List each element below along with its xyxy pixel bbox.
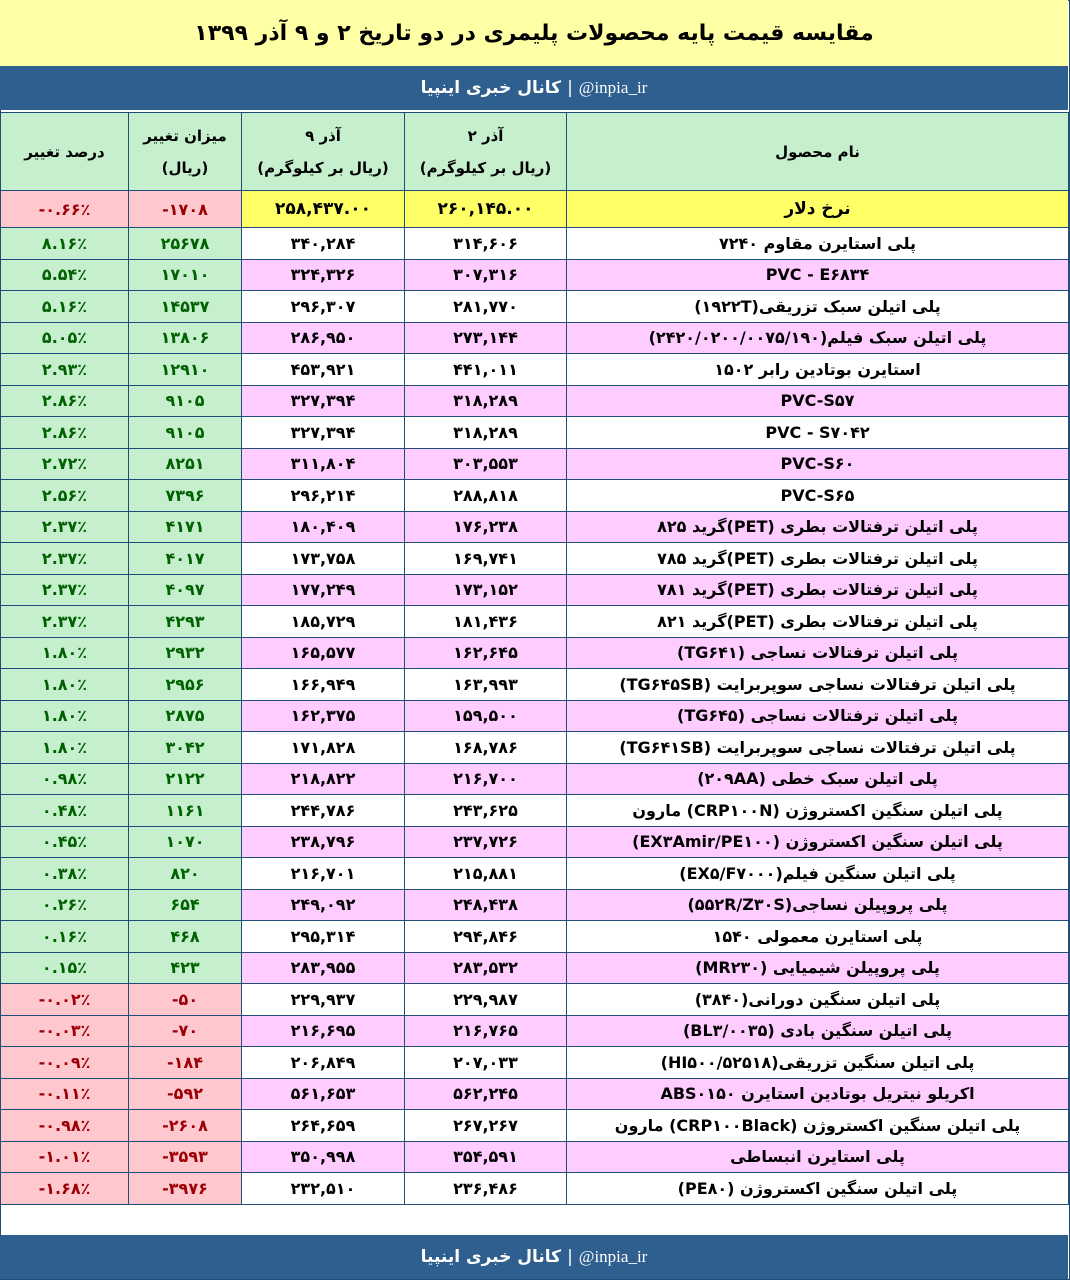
dollar-percent: -۰.۶۶٪ [1,191,129,228]
percent-cell: ۲.۹۳٪ [1,354,129,386]
header-product-name: نام محصول [567,113,1069,191]
channel-separator: | [567,78,573,98]
old-price-cell: ۱۶۲,۶۴۵ [405,637,567,669]
header-new-date: ۹ آذر (ریال بر کیلوگرم) [242,113,405,191]
change-cell: ۴۶۸ [129,921,242,953]
old-price-cell: ۲۸۱,۷۷۰ [405,291,567,323]
table-row [1,1078,1069,1110]
new-price-cell: ۳۵۰,۹۹۸ [242,1141,405,1173]
table-row [1,763,1069,795]
product-name-cell: پلی اتیلن ترفتالات بطری (PET)گرید ۸۲۵ [567,511,1069,543]
change-cell: -۵۹۲ [129,1078,242,1110]
new-price-cell: ۲۳۸,۷۹۶ [242,826,405,858]
product-name-cell: پلی اتیلن سبک تزریقی(۱۹۲۲T) [567,291,1069,323]
old-price-cell: ۲۱۶,۷۰۰ [405,763,567,795]
old-price-cell: ۲۱۵,۸۸۱ [405,858,567,890]
table-row [1,637,1069,669]
old-price-cell: ۲۲۹,۹۸۷ [405,984,567,1016]
old-price-cell: ۲۴۸,۴۳۸ [405,889,567,921]
new-price-cell: ۱۷۷,۲۴۹ [242,574,405,606]
new-price-cell: ۳۱۱,۸۰۴ [242,448,405,480]
table-row [1,1141,1069,1173]
table-row [1,574,1069,606]
channel-bar-top [0,66,1068,110]
new-price-cell: ۲۴۹,۰۹۲ [242,889,405,921]
change-cell: ۲۹۵۶ [129,669,242,701]
old-price-cell: ۴۴۱,۰۱۱ [405,354,567,386]
product-name-cell: پلی اتیلن ترفتالات نساجی سوپربرایت (TG۶۴۵SB) [567,669,1069,701]
percent-cell: -۰.۹۸٪ [1,1110,129,1142]
old-price-cell: ۲۳۶,۴۸۶ [405,1173,567,1205]
price-table [0,112,1069,1205]
percent-cell: ۱.۸۰٪ [1,669,129,701]
change-cell: -۳۵۹۳ [129,1141,242,1173]
percent-cell: -۱.۶۸٪ [1,1173,129,1205]
old-price-cell: ۲۸۳,۵۳۲ [405,952,567,984]
new-price-cell: ۲۰۶,۸۴۹ [242,1047,405,1079]
percent-cell: ۲.۵۶٪ [1,480,129,512]
change-cell: -۱۸۴ [129,1047,242,1079]
old-price-cell: ۱۸۱,۴۳۶ [405,606,567,638]
dollar-change: -۱۷۰۸ [129,191,242,228]
new-price-cell: ۱۸۵,۷۲۹ [242,606,405,638]
percent-cell: ۰.۴۵٪ [1,826,129,858]
table-row [1,385,1069,417]
table-row [1,417,1069,449]
change-cell: ۲۵۶۷۸ [129,228,242,260]
change-cell: ۱۷۰۱۰ [129,259,242,291]
old-price-cell: ۱۶۸,۷۸۶ [405,732,567,764]
new-price-cell: ۱۷۱,۸۲۸ [242,732,405,764]
page-title-bar [0,0,1068,68]
new-price-cell: ۲۱۶,۷۰۱ [242,858,405,890]
change-cell: ۴۰۹۷ [129,574,242,606]
old-price-cell: ۱۷۶,۲۳۸ [405,511,567,543]
new-price-cell: ۱۸۰,۴۰۹ [242,511,405,543]
change-cell: -۵۰ [129,984,242,1016]
table-row [1,1173,1069,1205]
new-price-cell: ۲۸۶,۹۵۰ [242,322,405,354]
table-row [1,354,1069,386]
channel-name: کانال خبری اینپیا [420,1247,562,1267]
new-price-cell: ۲۲۹,۹۳۷ [242,984,405,1016]
table-row [1,952,1069,984]
percent-cell: ۰.۱۶٪ [1,921,129,953]
old-price-cell: ۱۶۳,۹۹۳ [405,669,567,701]
old-price-cell: ۳۱۸,۲۸۹ [405,385,567,417]
new-price-cell: ۲۹۶,۳۰۷ [242,291,405,323]
dollar-label: نرخ دلار [567,191,1069,228]
old-price-cell: ۲۴۳,۶۲۵ [405,795,567,827]
table-header-row [1,113,1069,191]
product-name-cell: پلی پروپیلن شیمیایی (MR۲۳۰) [567,952,1069,984]
table-row [1,921,1069,953]
table-row [1,732,1069,764]
percent-cell: ۵.۰۵٪ [1,322,129,354]
product-name-cell: پلی اتیلن سنگین اکستروژن (EX۳Amir/PE۱۰۰) [567,826,1069,858]
product-name-cell: پلی اتیلن ترفتالات بطری (PET)گرید ۸۲۱ [567,606,1069,638]
percent-cell: ۲.۸۶٪ [1,417,129,449]
product-name-cell: پلی اتیلن سنگین اکستروژن (CRP۱۰۰N) مارون [567,795,1069,827]
table-row [1,669,1069,701]
product-name-cell: پلی اتیلن سنگین اکستروژن (PE۸۰) [567,1173,1069,1205]
table-row [1,228,1069,260]
table-row [1,291,1069,323]
channel-name: کانال خبری اینپیا [420,78,562,98]
percent-cell: ۲.۳۷٪ [1,543,129,575]
new-price-cell: ۲۱۶,۶۹۵ [242,1015,405,1047]
product-name-cell: استایرن بوتادین رابر ۱۵۰۲ [567,354,1069,386]
new-price-cell: ۲۸۳,۹۵۵ [242,952,405,984]
percent-cell: ۰.۴۸٪ [1,795,129,827]
percent-cell: -۱.۰۱٪ [1,1141,129,1173]
table-row [1,700,1069,732]
product-name-cell: پلی اتیلن سنگین دورانی(۳۸۴۰) [567,984,1069,1016]
channel-bar-bottom [0,1235,1068,1279]
change-cell: -۲۶۰۸ [129,1110,242,1142]
old-price-cell: ۱۵۹,۵۰۰ [405,700,567,732]
old-price-cell: ۲۱۶,۷۶۵ [405,1015,567,1047]
product-name-cell: پلی اتیلن ترفتالات نساجی (TG۶۴۱) [567,637,1069,669]
new-price-cell: ۱۷۳,۷۵۸ [242,543,405,575]
product-name-cell: پلی اتیلن سنگین بادی (BL۳/۰۰۳۵) [567,1015,1069,1047]
change-cell: ۹۱۰۵ [129,417,242,449]
new-price-cell: ۱۶۵,۵۷۷ [242,637,405,669]
dollar-old: ۲۶۰,۱۴۵.۰۰ [405,191,567,228]
old-price-cell: ۵۶۲,۲۴۵ [405,1078,567,1110]
percent-cell: ۱.۸۰٪ [1,700,129,732]
product-name-cell: PVC-S۶۰ [567,448,1069,480]
new-price-cell: ۴۵۳,۹۲۱ [242,354,405,386]
table-row [1,259,1069,291]
old-price-cell: ۲۷۳,۱۴۴ [405,322,567,354]
new-price-cell: ۳۴۰,۲۸۴ [242,228,405,260]
page-title: مقایسه قیمت پایه محصولات پلیمری در دو تاریخ ۲ و ۹ آذر ۱۳۹۹ [194,20,874,46]
new-price-cell: ۲۳۲,۵۱۰ [242,1173,405,1205]
table-row [1,826,1069,858]
change-cell: -۳۹۷۶ [129,1173,242,1205]
old-price-cell: ۳۰۷,۳۱۶ [405,259,567,291]
table-row [1,984,1069,1016]
percent-cell: ۰.۲۶٪ [1,889,129,921]
table-row [1,480,1069,512]
change-cell: ۳۰۴۲ [129,732,242,764]
percent-cell: ۰.۹۸٪ [1,763,129,795]
channel-handle[interactable]: @inpia_ir [578,78,648,97]
change-cell: ۴۱۷۱ [129,511,242,543]
change-cell: ۶۵۴ [129,889,242,921]
table-row [1,1110,1069,1142]
percent-cell: -۰.۰۳٪ [1,1015,129,1047]
product-name-cell: پلی استایرن انبساطی [567,1141,1069,1173]
old-price-cell: ۳۱۴,۶۰۶ [405,228,567,260]
old-price-cell: ۳۰۳,۵۵۳ [405,448,567,480]
new-price-cell: ۲۶۴,۶۵۹ [242,1110,405,1142]
percent-cell: ۱.۸۰٪ [1,732,129,764]
change-cell: ۱۳۸۰۶ [129,322,242,354]
percent-cell: ۰.۳۸٪ [1,858,129,890]
percent-cell: ۲.۷۲٪ [1,448,129,480]
change-cell: -۷۰ [129,1015,242,1047]
product-name-cell: پلی اتیلن سنگین اکستروژن (CRP۱۰۰Black) مارون [567,1110,1069,1142]
product-name-cell: پلی اتیلن ترفتالات بطری (PET)گرید ۷۸۱ [567,574,1069,606]
product-name-cell: پلی اتیلن ترفتالات نساجی (TG۶۴۵) [567,700,1069,732]
new-price-cell: ۲۹۶,۲۱۴ [242,480,405,512]
product-name-cell: پلی اتیلن سنگین فیلم(EX۵/F۷۰۰۰) [567,858,1069,890]
new-price-cell: ۱۶۲,۳۷۵ [242,700,405,732]
change-cell: ۷۳۹۶ [129,480,242,512]
table-row [1,795,1069,827]
old-price-cell: ۲۶۷,۲۶۷ [405,1110,567,1142]
table-row [1,606,1069,638]
change-cell: ۴۲۳ [129,952,242,984]
product-name-cell: اکریلو نیتریل بوتادین استایرن ABS۰۱۵۰ [567,1078,1069,1110]
product-name-cell: پلی اتیلن سبک فیلم(۲۴۲۰/۰۲۰۰/۰۰۷۵/۱۹۰) [567,322,1069,354]
table-row [1,1047,1069,1079]
old-price-cell: ۲۰۷,۰۳۳ [405,1047,567,1079]
table-row [1,448,1069,480]
change-cell: ۲۱۲۲ [129,763,242,795]
old-price-cell: ۱۶۹,۷۴۱ [405,543,567,575]
change-cell: ۱۴۵۳۷ [129,291,242,323]
change-cell: ۹۱۰۵ [129,385,242,417]
product-name-cell: پلی اتیلن ترفتالات نساجی سوپربرایت (TG۶۴۱SB) [567,732,1069,764]
dollar-rate-row [1,191,1069,228]
new-price-cell: ۵۶۱,۶۵۳ [242,1078,405,1110]
percent-cell: -۰.۰۹٪ [1,1047,129,1079]
percent-cell: ۱.۸۰٪ [1,637,129,669]
table-row [1,858,1069,890]
product-name-cell: پلی اتیلن ترفتالات بطری (PET)گرید ۷۸۵ [567,543,1069,575]
product-name-cell: پلی اتیلن سنگین تزریقی(HI۵۰۰/۵۲۵۱۸) [567,1047,1069,1079]
table-row [1,322,1069,354]
change-cell: ۸۲۵۱ [129,448,242,480]
new-price-cell: ۳۲۴,۳۲۶ [242,259,405,291]
percent-cell: ۲.۸۶٪ [1,385,129,417]
change-cell: ۱۱۶۱ [129,795,242,827]
product-name-cell: پلی اتیلن سبک خطی (۲۰۹AA) [567,763,1069,795]
product-name-cell: پلی استایرن مقاوم ۷۲۴۰ [567,228,1069,260]
percent-cell: ۵.۱۶٪ [1,291,129,323]
header-change: میزان تغییر (ریال) [129,113,242,191]
channel-separator: | [567,1247,573,1267]
dollar-new: ۲۵۸,۴۳۷.۰۰ [242,191,405,228]
percent-cell: ۰.۱۵٪ [1,952,129,984]
channel-handle[interactable]: @inpia_ir [578,1247,648,1266]
product-name-cell: PVC - E۶۸۳۴ [567,259,1069,291]
product-name-cell: پلی پروپیلن نساجی(۵۵۲R/Z۳۰S) [567,889,1069,921]
table-row [1,889,1069,921]
percent-cell: -۰.۱۱٪ [1,1078,129,1110]
change-cell: ۱۲۹۱۰ [129,354,242,386]
percent-cell: ۸.۱۶٪ [1,228,129,260]
change-cell: ۴۰۱۷ [129,543,242,575]
old-price-cell: ۲۹۴,۸۴۶ [405,921,567,953]
old-price-cell: ۳۵۴,۵۹۱ [405,1141,567,1173]
old-price-cell: ۳۱۸,۲۸۹ [405,417,567,449]
change-cell: ۲۸۷۵ [129,700,242,732]
new-price-cell: ۱۶۶,۹۴۹ [242,669,405,701]
percent-cell: ۲.۳۷٪ [1,574,129,606]
product-name-cell: PVC - S۷۰۴۲ [567,417,1069,449]
old-price-cell: ۲۸۸,۸۱۸ [405,480,567,512]
new-price-cell: ۲۴۴,۷۸۶ [242,795,405,827]
percent-cell: -۰.۰۲٪ [1,984,129,1016]
change-cell: ۱۰۷۰ [129,826,242,858]
old-price-cell: ۲۳۷,۷۲۶ [405,826,567,858]
table-row [1,511,1069,543]
header-old-date: ۲ آذر (ریال بر کیلوگرم) [405,113,567,191]
product-name-cell: PVC-S۵۷ [567,385,1069,417]
new-price-cell: ۳۲۷,۳۹۴ [242,417,405,449]
new-price-cell: ۲۱۸,۸۲۲ [242,763,405,795]
change-cell: ۴۲۹۳ [129,606,242,638]
table-row [1,1015,1069,1047]
table-row [1,543,1069,575]
percent-cell: ۲.۳۷٪ [1,606,129,638]
change-cell: ۲۹۳۲ [129,637,242,669]
change-cell: ۸۲۰ [129,858,242,890]
product-name-cell: پلی استایرن معمولی ۱۵۴۰ [567,921,1069,953]
percent-cell: ۲.۳۷٪ [1,511,129,543]
new-price-cell: ۳۲۷,۳۹۴ [242,385,405,417]
new-price-cell: ۲۹۵,۳۱۴ [242,921,405,953]
old-price-cell: ۱۷۳,۱۵۲ [405,574,567,606]
product-name-cell: PVC-S۶۵ [567,480,1069,512]
header-percent: درصد تغییر [1,113,129,191]
percent-cell: ۵.۵۴٪ [1,259,129,291]
